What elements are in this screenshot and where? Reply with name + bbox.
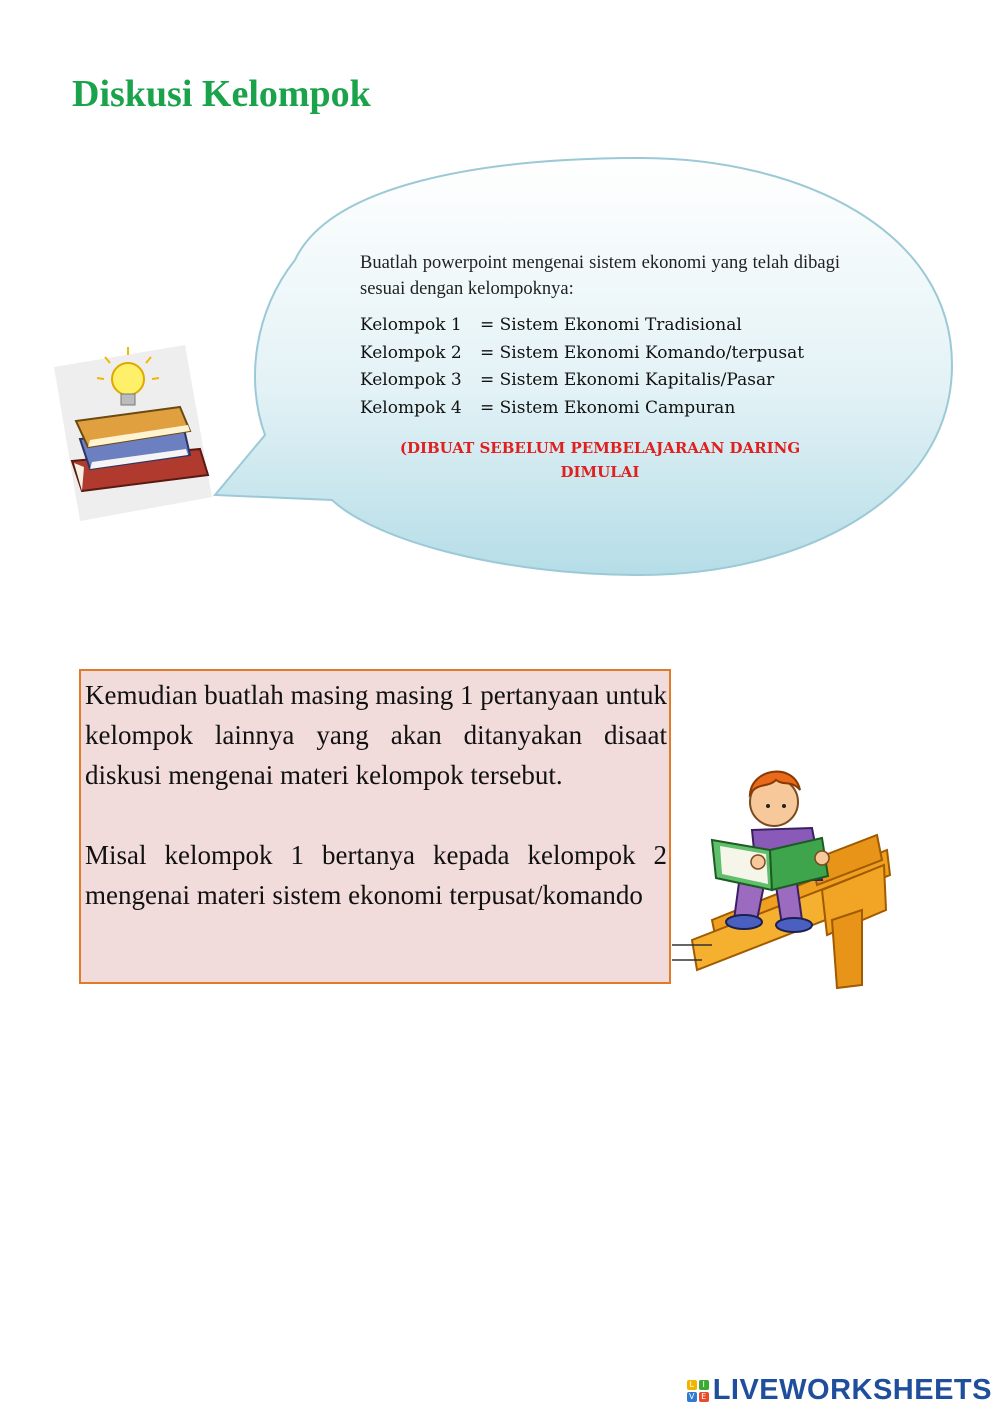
books-lightbulb-icon — [50, 345, 215, 525]
bubble-intro: Buatlah powerpoint mengenai sistem ekonomi yang telah dibagi sesuai dengan kelompoknya: — [360, 253, 840, 299]
liveworksheets-brand — [687, 1374, 992, 1407]
logo-letter: V — [687, 1392, 697, 1402]
instruction-box — [79, 669, 671, 984]
group-name: Kelompok 3 — [360, 370, 462, 390]
group-name: Kelompok 1 — [360, 315, 462, 335]
deadline-note: (DIBUAT SEBELUM PEMBELAJARAAN DARING DIMULAI — [399, 439, 801, 481]
liveworksheets-logo-icon — [687, 1380, 709, 1402]
group-topic: = Sistem Ekonomi Kapitalis/Pasar — [480, 370, 775, 390]
group-name: Kelompok 2 — [360, 342, 462, 363]
bubble-content — [360, 250, 840, 484]
group-topic: = Sistem Ekonomi Tradisional — [480, 315, 742, 335]
instruction-paragraph-2: Misal kelompok 1 bertanya kepada kelompok 2 mengenai materi sistem ekonomi terpusat/komando — [85, 840, 667, 910]
brand-name: LIVEWORKSHEETS — [712, 1374, 992, 1406]
reading-boy-illustration — [672, 750, 897, 990]
logo-letter: E — [699, 1392, 709, 1402]
group-row-1 — [360, 312, 840, 340]
group-topic: = Sistem Ekonomi Campuran — [480, 397, 736, 418]
group-name: Kelompok 4 — [360, 397, 462, 418]
page-title: Diskusi Kelompok — [72, 73, 371, 115]
group-row-4 — [360, 395, 840, 423]
instruction-paragraph-1: Kemudian buatlah masing masing 1 pertanyaan untuk kelompok lainnya yang akan ditanyakan disaat diskusi mengenai materi kelompok tersebut. — [85, 680, 667, 790]
logo-letter: L — [687, 1380, 697, 1390]
group-row-2 — [360, 340, 840, 368]
group-topic: = Sistem Ekonomi Komando/terpusat — [480, 342, 805, 363]
logo-letter: I — [699, 1380, 709, 1390]
group-row-3 — [360, 367, 840, 395]
group-list — [360, 312, 840, 422]
